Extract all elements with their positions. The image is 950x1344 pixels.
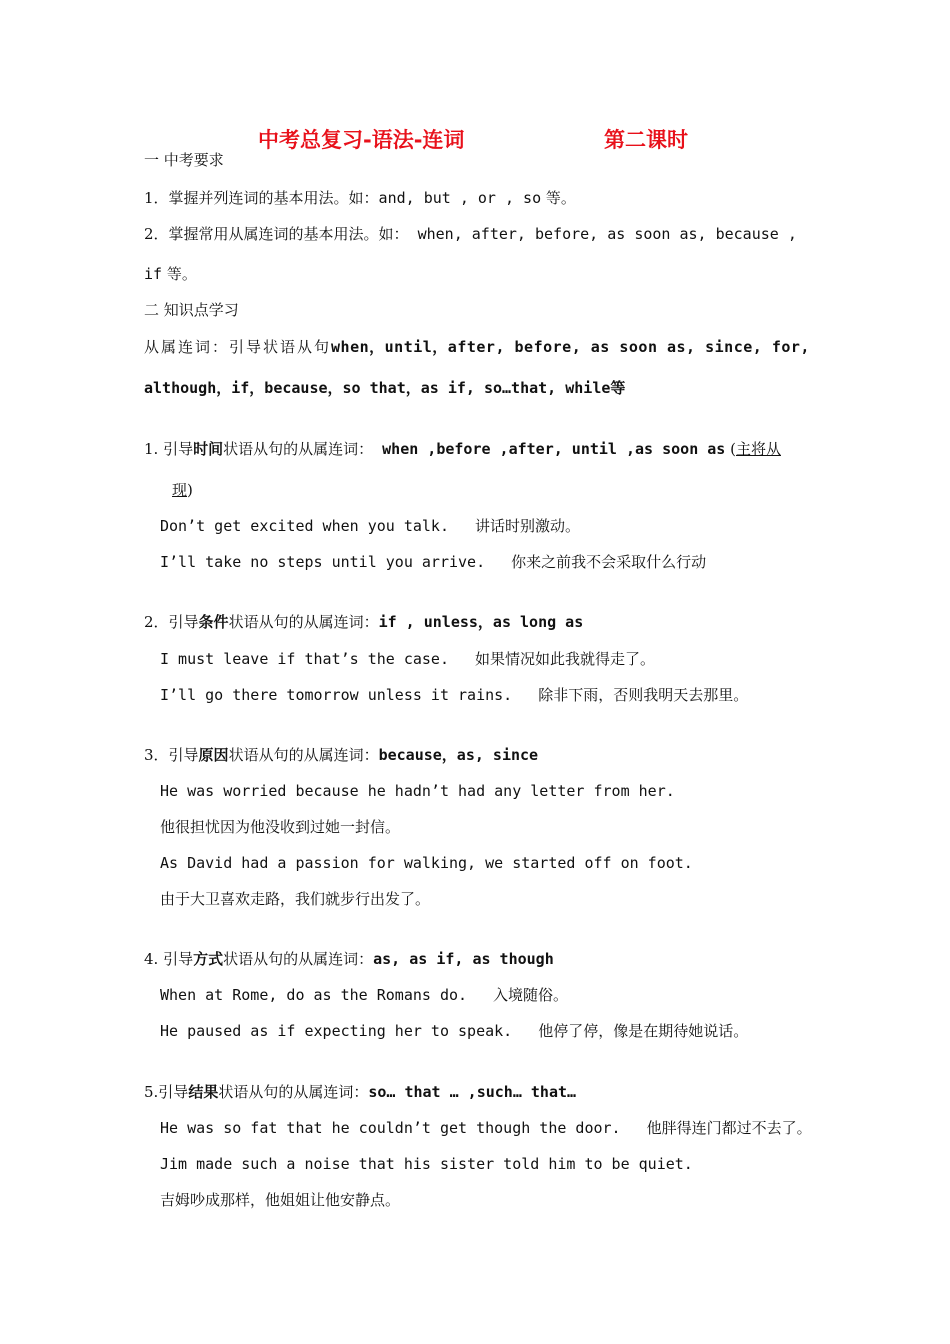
time-example-2: I’ll take no steps until you arrive. 你来之前我不会采取什么行动 xyxy=(160,553,707,571)
manner-heading: 4. 引导方式状语从句的从属连词：as, as if, as though xyxy=(144,950,554,968)
lesson-label: 第二课时 xyxy=(604,128,688,152)
result-example-2-zh: 吉姆吵成那样，他姐姐让他安静点。 xyxy=(160,1191,401,1209)
result-example-2-en: Jim made such a noise that his sister told him to be quiet. xyxy=(160,1155,693,1173)
requirement-2: 2．掌握常用从属连词的基本用法。如： when, after, before, as soon as, because , xyxy=(144,225,797,243)
condition-heading: 2．引导条件状语从句的从属连词：if , unless，as long as xyxy=(144,613,584,631)
manner-example-1: When at Rome, do as the Romans do. 入境随俗。 xyxy=(160,986,569,1004)
reason-example-1-zh: 他很担忧因为他没收到过她一封信。 xyxy=(160,818,401,836)
result-heading: 5.引导结果状语从句的从属连词：so… that … ,such… that… xyxy=(144,1083,577,1101)
conjunction-intro: 从属连词：引导状语从句when，until，after, before, as soon as, since, for, xyxy=(144,338,810,356)
reason-heading: 3．引导原因状语从句的从属连词：because，as, since xyxy=(144,746,539,764)
conjunction-intro-continued: although，if，because，so that，as if, so…that, while等 xyxy=(144,379,626,397)
requirement-1: 1．掌握并列连词的基本用法。如：and, but , or , so 等。 xyxy=(144,189,576,207)
requirement-2-continued: if 等。 xyxy=(144,265,197,283)
condition-example-2: I’ll go there tomorrow unless it rains. 除非下雨，否则我明天去那里。 xyxy=(160,686,749,704)
condition-example-1: I must leave if that’s the case. 如果情况如此我就得走了。 xyxy=(160,650,655,668)
reason-example-2-zh: 由于大卫喜欢走路，我们就步行出发了。 xyxy=(160,890,431,908)
manner-example-2: He paused as if expecting her to speak. 他停了停，像是在期待她说话。 xyxy=(160,1022,749,1040)
time-example-1: Don’t get excited when you talk. 讲话时别激动。 xyxy=(160,517,580,535)
reason-example-1-en: He was worried because he hadn’t had any letter from her. xyxy=(160,782,675,800)
section-heading-knowledge: 二 知识点学习 xyxy=(144,301,239,319)
section-heading-requirements: 一 中考要求 xyxy=(144,151,224,169)
reason-example-2-en: As David had a passion for walking, we started off on foot. xyxy=(160,854,693,872)
result-example-1: He was so fat that he couldn’t get though the door. 他胖得连门都过不去了。 xyxy=(160,1119,812,1137)
time-note-continued: 现) xyxy=(172,481,193,499)
page-title: 中考总复习-语法-连词 xyxy=(258,128,465,152)
time-heading: 1. 引导时间状语从句的从属连词： when ,before ,after, until ,as soon as (主将从 xyxy=(144,440,781,458)
